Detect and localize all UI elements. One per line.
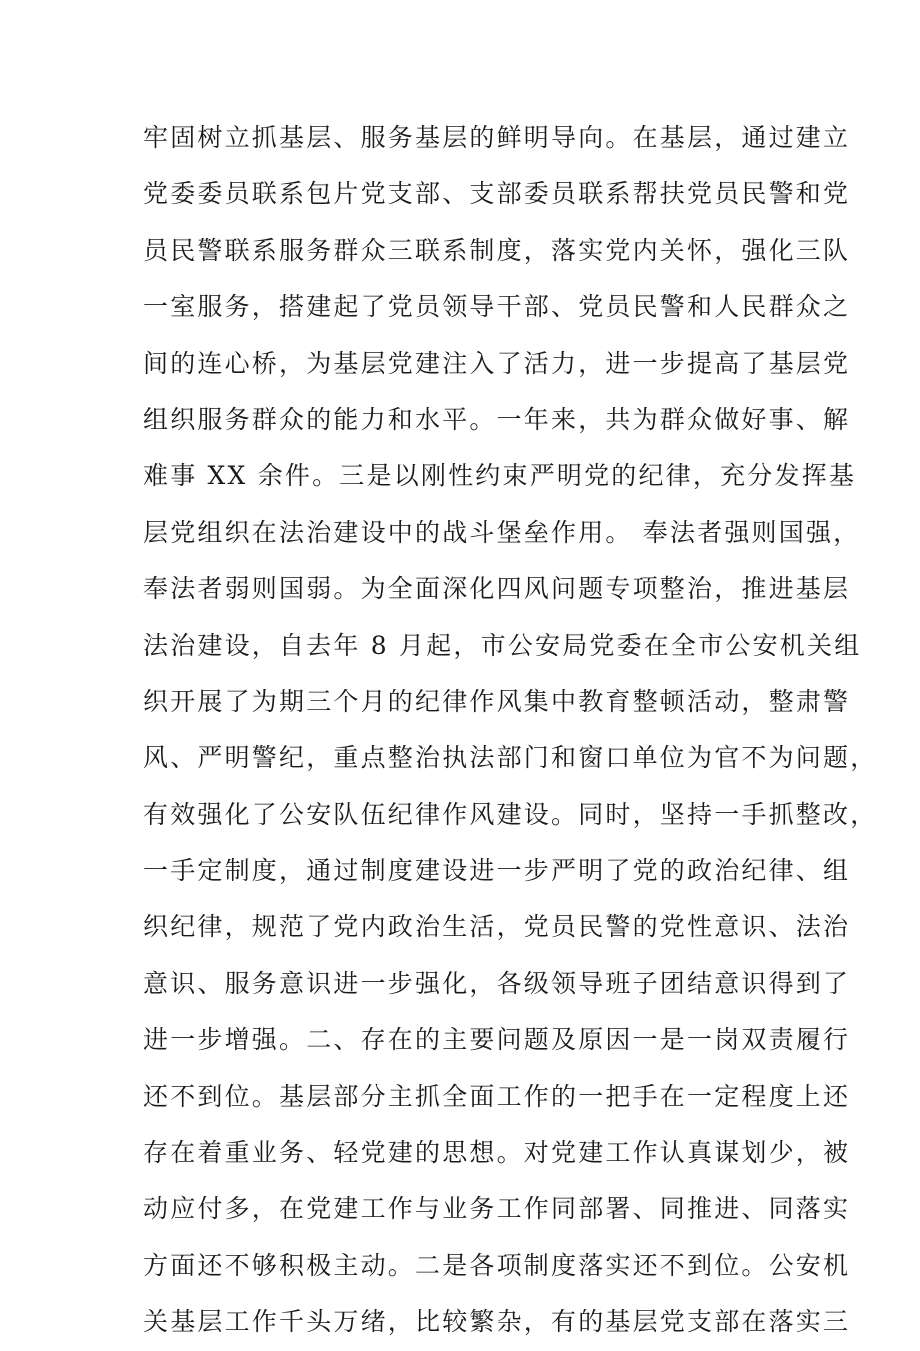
text-line: 组织服务群众的能力和水平。一年来，共为群众做好事、解	[143, 404, 851, 434]
text-line: 间的连心桥，为基层党建注入了活力，进一步提高了基层党	[143, 348, 851, 378]
text-line: 织纪律，规范了党内政治生活，党员民警的党性意识、法治	[143, 912, 851, 942]
text-line: 难事 XX 余件。三是以刚性约束严明党的纪律，充分发挥基	[143, 461, 857, 491]
document-body	[143, 110, 878, 1351]
text-line: 方面还不够积极主动。二是各项制度落实还不到位。公安机	[143, 1250, 851, 1280]
text-line: 一手定制度，通过制度建设进一步严明了党的政治纪律、组	[143, 856, 851, 886]
text-line: 奉法者弱则国弱。为全面深化四风问题专项整治，推进基层	[143, 574, 851, 604]
text-line: 法治建设，自去年 8 月起，市公安局党委在全市公安机关组	[143, 630, 862, 660]
text-line: 存在着重业务、轻党建的思想。对党建工作认真谋划少，被	[143, 1138, 851, 1168]
text-line: 进一步增强。二、存在的主要问题及原因一是一岗双责履行	[143, 1025, 851, 1055]
text-line: 关基层工作千头万绪，比较繁杂，有的基层党支部在落实三	[143, 1307, 851, 1337]
text-line: 一室服务，搭建起了党员领导干部、党员民警和人民群众之	[143, 292, 851, 322]
text-line: 层党组织在法治建设中的战斗堡垒作用。 奉法者强则国强，	[143, 517, 861, 547]
text-line: 党委委员联系包片党支部、支部委员联系帮扶党员民警和党	[143, 179, 851, 209]
text-line: 意识、服务意识进一步强化，各级领导班子团结意识得到了	[143, 968, 851, 998]
text-line: 员民警联系服务群众三联系制度，落实党内关怀，强化三队	[143, 235, 851, 265]
text-line: 织开展了为期三个月的纪律作风集中教育整顿活动，整肃警	[143, 686, 851, 716]
text-line: 风、严明警纪，重点整治执法部门和窗口单位为官不为问题，	[143, 743, 878, 773]
text-line: 牢固树立抓基层、服务基层的鲜明导向。在基层，通过建立	[143, 123, 851, 152]
text-line: 有效强化了公安队伍纪律作风建设。同时，坚持一手抓整改，	[143, 799, 878, 829]
text-line: 动应付多，在党建工作与业务工作同部署、同推进、同落实	[143, 1194, 851, 1224]
text-line: 还不到位。基层部分主抓全面工作的一把手在一定程度上还	[143, 1081, 851, 1111]
